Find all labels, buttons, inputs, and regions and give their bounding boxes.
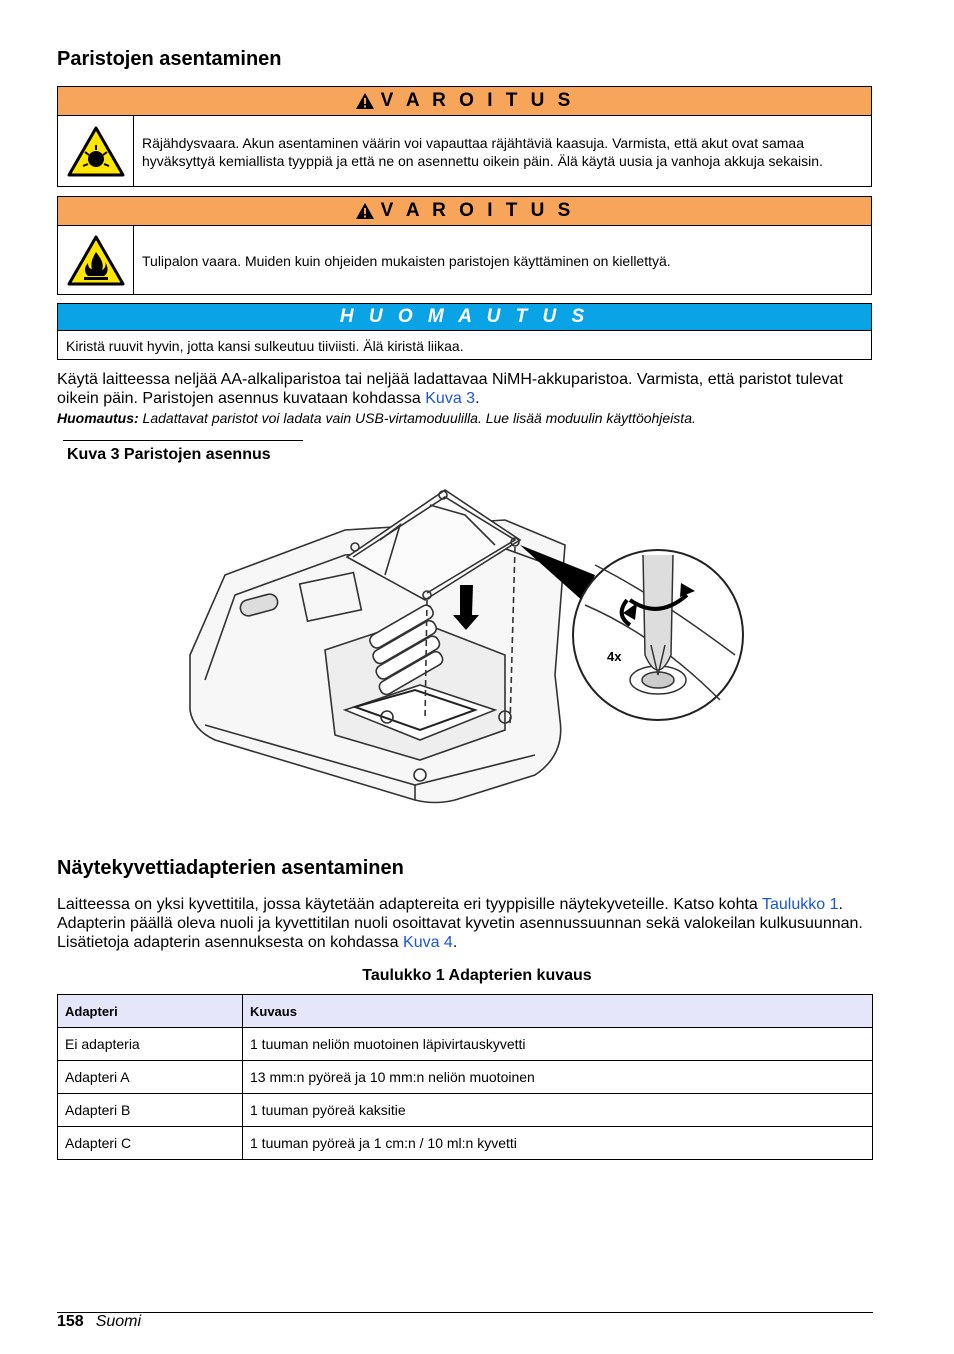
warning-header: V A R O I T U S — [58, 87, 871, 116]
table-cell: 1 tuuman pyöreä kaksitie — [243, 1094, 873, 1127]
table-header-cell: Kuvaus — [243, 995, 873, 1028]
warning-box-fire — [57, 196, 872, 295]
table-header-cell: Adapteri — [58, 995, 243, 1028]
figure-link[interactable]: Kuva 3 — [425, 390, 476, 407]
table-row — [58, 1061, 873, 1094]
note-line: Huomautus: Ladattavat paristot voi ladata vain USB-virtamoduulilla. Lue lisää moduulin käyttöohjeista. — [57, 410, 696, 426]
warning-box-explosion — [57, 86, 872, 187]
table-cell: 1 tuuman neliön muotoinen läpivirtauskyvetti — [243, 1028, 873, 1061]
figure-caption: Kuva 3 Paristojen asennus — [67, 446, 271, 463]
battery-paragraph: Käytä laitteessa neljää AA-alkaliparistoa tai neljää ladattavaa NiMH-akkuparistoa. Varmista, että paristot tulevat oikein päin. Paristojen asennus kuvataan kohdassa Kuva 3. — [57, 371, 843, 407]
warning-text: Räjähdysvaara. Akun asentaminen väärin voi vapauttaa räjähtäviä kaasuja. Varmista, että akut ovat samaa hyväksyttyä kemiallista tyyppiä ja että ne on asennettu oikein päin. Älä käytä uusia ja vanhoja akkuja sekaisin. — [142, 134, 823, 169]
notice-header: H U O M A U T U S — [58, 304, 871, 331]
notice-box — [57, 303, 872, 360]
fire-hazard-icon — [58, 226, 134, 295]
table-cell: Adapteri B — [58, 1094, 243, 1127]
table-cell: Ei adapteria — [58, 1028, 243, 1061]
table-row — [58, 1127, 873, 1160]
footer — [57, 1313, 141, 1331]
table-header-row — [58, 995, 873, 1028]
warning-header: V A R O I T U S — [58, 197, 871, 226]
warning-text: Tulipalon vaara. Muiden kuin ohjeiden mukaisten paristojen käyttäminen on kiellettyä. — [142, 252, 671, 269]
footer-rule — [57, 1312, 873, 1313]
table-cell: Adapteri C — [58, 1127, 243, 1160]
warning-triangle-icon — [355, 92, 375, 110]
explosion-hazard-icon — [58, 116, 134, 187]
warning-triangle-icon — [355, 202, 375, 220]
adapter-table — [57, 994, 873, 1160]
footer-language: Suomi — [95, 1313, 142, 1330]
caption-rule — [63, 440, 303, 441]
table-caption: Taulukko 1 Adapterien kuvaus — [362, 967, 592, 984]
adapter-paragraph: Laitteessa on yksi kyvettitila, jossa käytetään adaptereita eri tyyppisille näytekyveteille. Katso kohta Taulukko 1. Adapterin päällä oleva nuoli ja kyvettitilan nuoli osoittavat kyvetin asennussuunnan sekä valokeilan kulkusuunnan. Lisätietoja adapterin asennuksesta on kohdassa Kuva 4. — [57, 896, 863, 951]
table-cell: Adapteri A — [58, 1061, 243, 1094]
table-cell: 13 mm:n pyöreä ja 10 mm:n neliön muotoinen — [243, 1061, 873, 1094]
notice-text: Kiristä ruuvit hyvin, jotta kansi sulkeutuu tiiviisti. Älä kiristä liikaa. — [66, 338, 464, 354]
figure-link[interactable]: Kuva 4 — [403, 934, 453, 951]
table-row — [58, 1094, 873, 1127]
page-number: 158 — [57, 1313, 84, 1330]
table-link[interactable]: Taulukko 1 — [761, 896, 839, 913]
table-cell: 1 tuuman pyöreä ja 1 cm:n / 10 ml:n kyvetti — [243, 1127, 873, 1160]
screw-count-label: 4x — [607, 649, 622, 664]
battery-installation-figure — [175, 485, 750, 835]
section-title-batteries: Paristojen asentaminen — [57, 48, 282, 70]
section-title-adapters: Näytekyvettiadapterien asentaminen — [57, 857, 404, 879]
table-row — [58, 1028, 873, 1061]
